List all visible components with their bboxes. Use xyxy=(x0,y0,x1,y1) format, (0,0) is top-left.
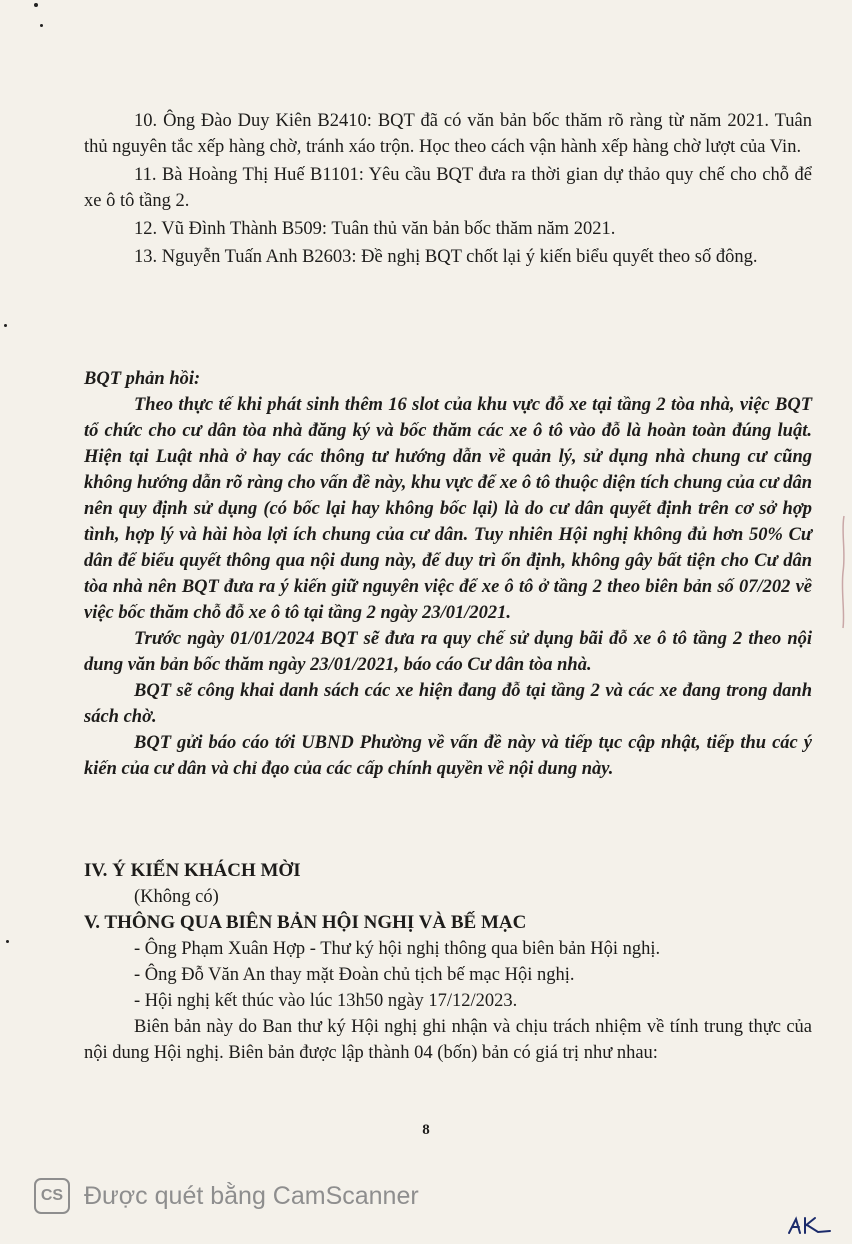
section-v-bullet: - Ông Phạm Xuân Hợp - Thư ký hội nghị thông qua biên bản Hội nghị. xyxy=(134,939,661,959)
resident-opinions-list xyxy=(84,108,812,270)
signature-initials-icon xyxy=(786,1214,832,1238)
closing-statement: Biên bản này do Ban thư ký Hội nghị ghi nhận và chịu trách nhiệm về tính trung thực của nội dung Hội nghị. Biên bản được lập thành 04 (bốn) bản có giá trị như nhau: xyxy=(84,1017,812,1063)
section-v-bullet: - Hội nghị kết thúc vào lúc 13h50 ngày 17/12/2023. xyxy=(134,991,518,1011)
opinion-item-11: 11. Bà Hoàng Thị Huế B1101: Yêu cầu BQT đưa ra thời gian dự thảo quy chế cho chỗ để xe ô tô tầng 2. xyxy=(84,165,812,211)
page-edge-mark xyxy=(838,512,848,632)
section-iv-content: (Không có) xyxy=(134,887,219,907)
camscanner-watermark xyxy=(34,1176,419,1216)
opinion-item-10: 10. Ông Đào Duy Kiên B2410: BQT đã có văn bản bốc thăm rõ ràng từ năm 2021. Tuân thủ nguyên tắc xếp hàng chờ, tránh xáo trộn. Học theo cách vận hành xếp hàng chờ lượt của Vin. xyxy=(84,111,812,157)
scan-speck xyxy=(34,3,38,7)
opinion-item-13: 13. Nguyễn Tuấn Anh B2603: Đề nghị BQT chốt lại ý kiến biểu quyết theo số đông. xyxy=(134,247,758,267)
scan-speck xyxy=(6,940,9,943)
camscanner-logo-icon: CS xyxy=(34,1178,70,1214)
bqt-response-title: BQT phản hồi: xyxy=(84,369,201,389)
section-iv-heading: IV. Ý KIẾN KHÁCH MỜI xyxy=(84,860,301,881)
scan-speck xyxy=(4,324,7,327)
bqt-response-paragraph: Trước ngày 01/01/2024 BQT sẽ đưa ra quy chế sử dụng bãi đỗ xe ô tô tầng 2 theo nội dung văn bản bốc thăm ngày 23/01/2021, báo cáo Cư dân tòa nhà. xyxy=(84,629,812,675)
bqt-response-paragraph: BQT sẽ công khai danh sách các xe hiện đang đỗ tại tầng 2 và các xe đang trong danh sách chờ. xyxy=(84,681,812,727)
opinion-item-12: 12. Vũ Đình Thành B509: Tuân thủ văn bản bốc thăm năm 2021. xyxy=(134,219,616,239)
section-v-bullet: - Ông Đỗ Văn An thay mặt Đoàn chủ tịch bế mạc Hội nghị. xyxy=(134,965,575,985)
camscanner-text: Được quét bằng CamScanner xyxy=(84,1181,419,1210)
bqt-response-section xyxy=(84,366,812,782)
scan-speck xyxy=(40,24,43,27)
closing-sections xyxy=(84,858,812,1066)
bqt-response-paragraph: BQT gửi báo cáo tới UBND Phường về vấn đề này và tiếp tục cập nhật, tiếp thu các ý kiến của cư dân và chỉ đạo của các cấp chính quyền về nội dung này. xyxy=(84,733,812,779)
bqt-response-paragraph: Theo thực tế khi phát sinh thêm 16 slot của khu vực đỗ xe tại tầng 2 tòa nhà, việc BQT tổ chức cho cư dân tòa nhà đăng ký và bốc thăm các xe ô tô vào đỗ là hoàn toàn đúng luật. Hiện tại Luật nhà ở hay các thông tư hướng dẫn về quản lý, sử dụng nhà chung cư cũng không hướng dẫn rõ ràng cho vấn đề này, khu vực để xe ô tô thuộc diện tích chung của cư dân nên quy định sử dụng (có bốc lại hay không bốc lại) là do cư dân quyết định trên cơ sở hợp tình, hợp lý và hài hòa lợi ích chung của cư dân. Tuy nhiên Hội nghị không đủ hơn 50% Cư dân để biểu quyết thông qua nội dung này, để duy trì ổn định, không gây bất tiện cho Cư dân tòa nhà nên BQT đưa ra ý kiến giữ nguyên việc để xe ô tô ở tầng 2 theo biên bản số 07/202 về việc bốc thăm chỗ đỗ xe ô tô tại tầng 2 ngày 23/01/2021. xyxy=(84,395,812,623)
section-v-heading: V. THÔNG QUA BIÊN BẢN HỘI NGHỊ VÀ BẾ MẠC xyxy=(84,912,527,933)
page-number: 8 xyxy=(422,1122,430,1138)
